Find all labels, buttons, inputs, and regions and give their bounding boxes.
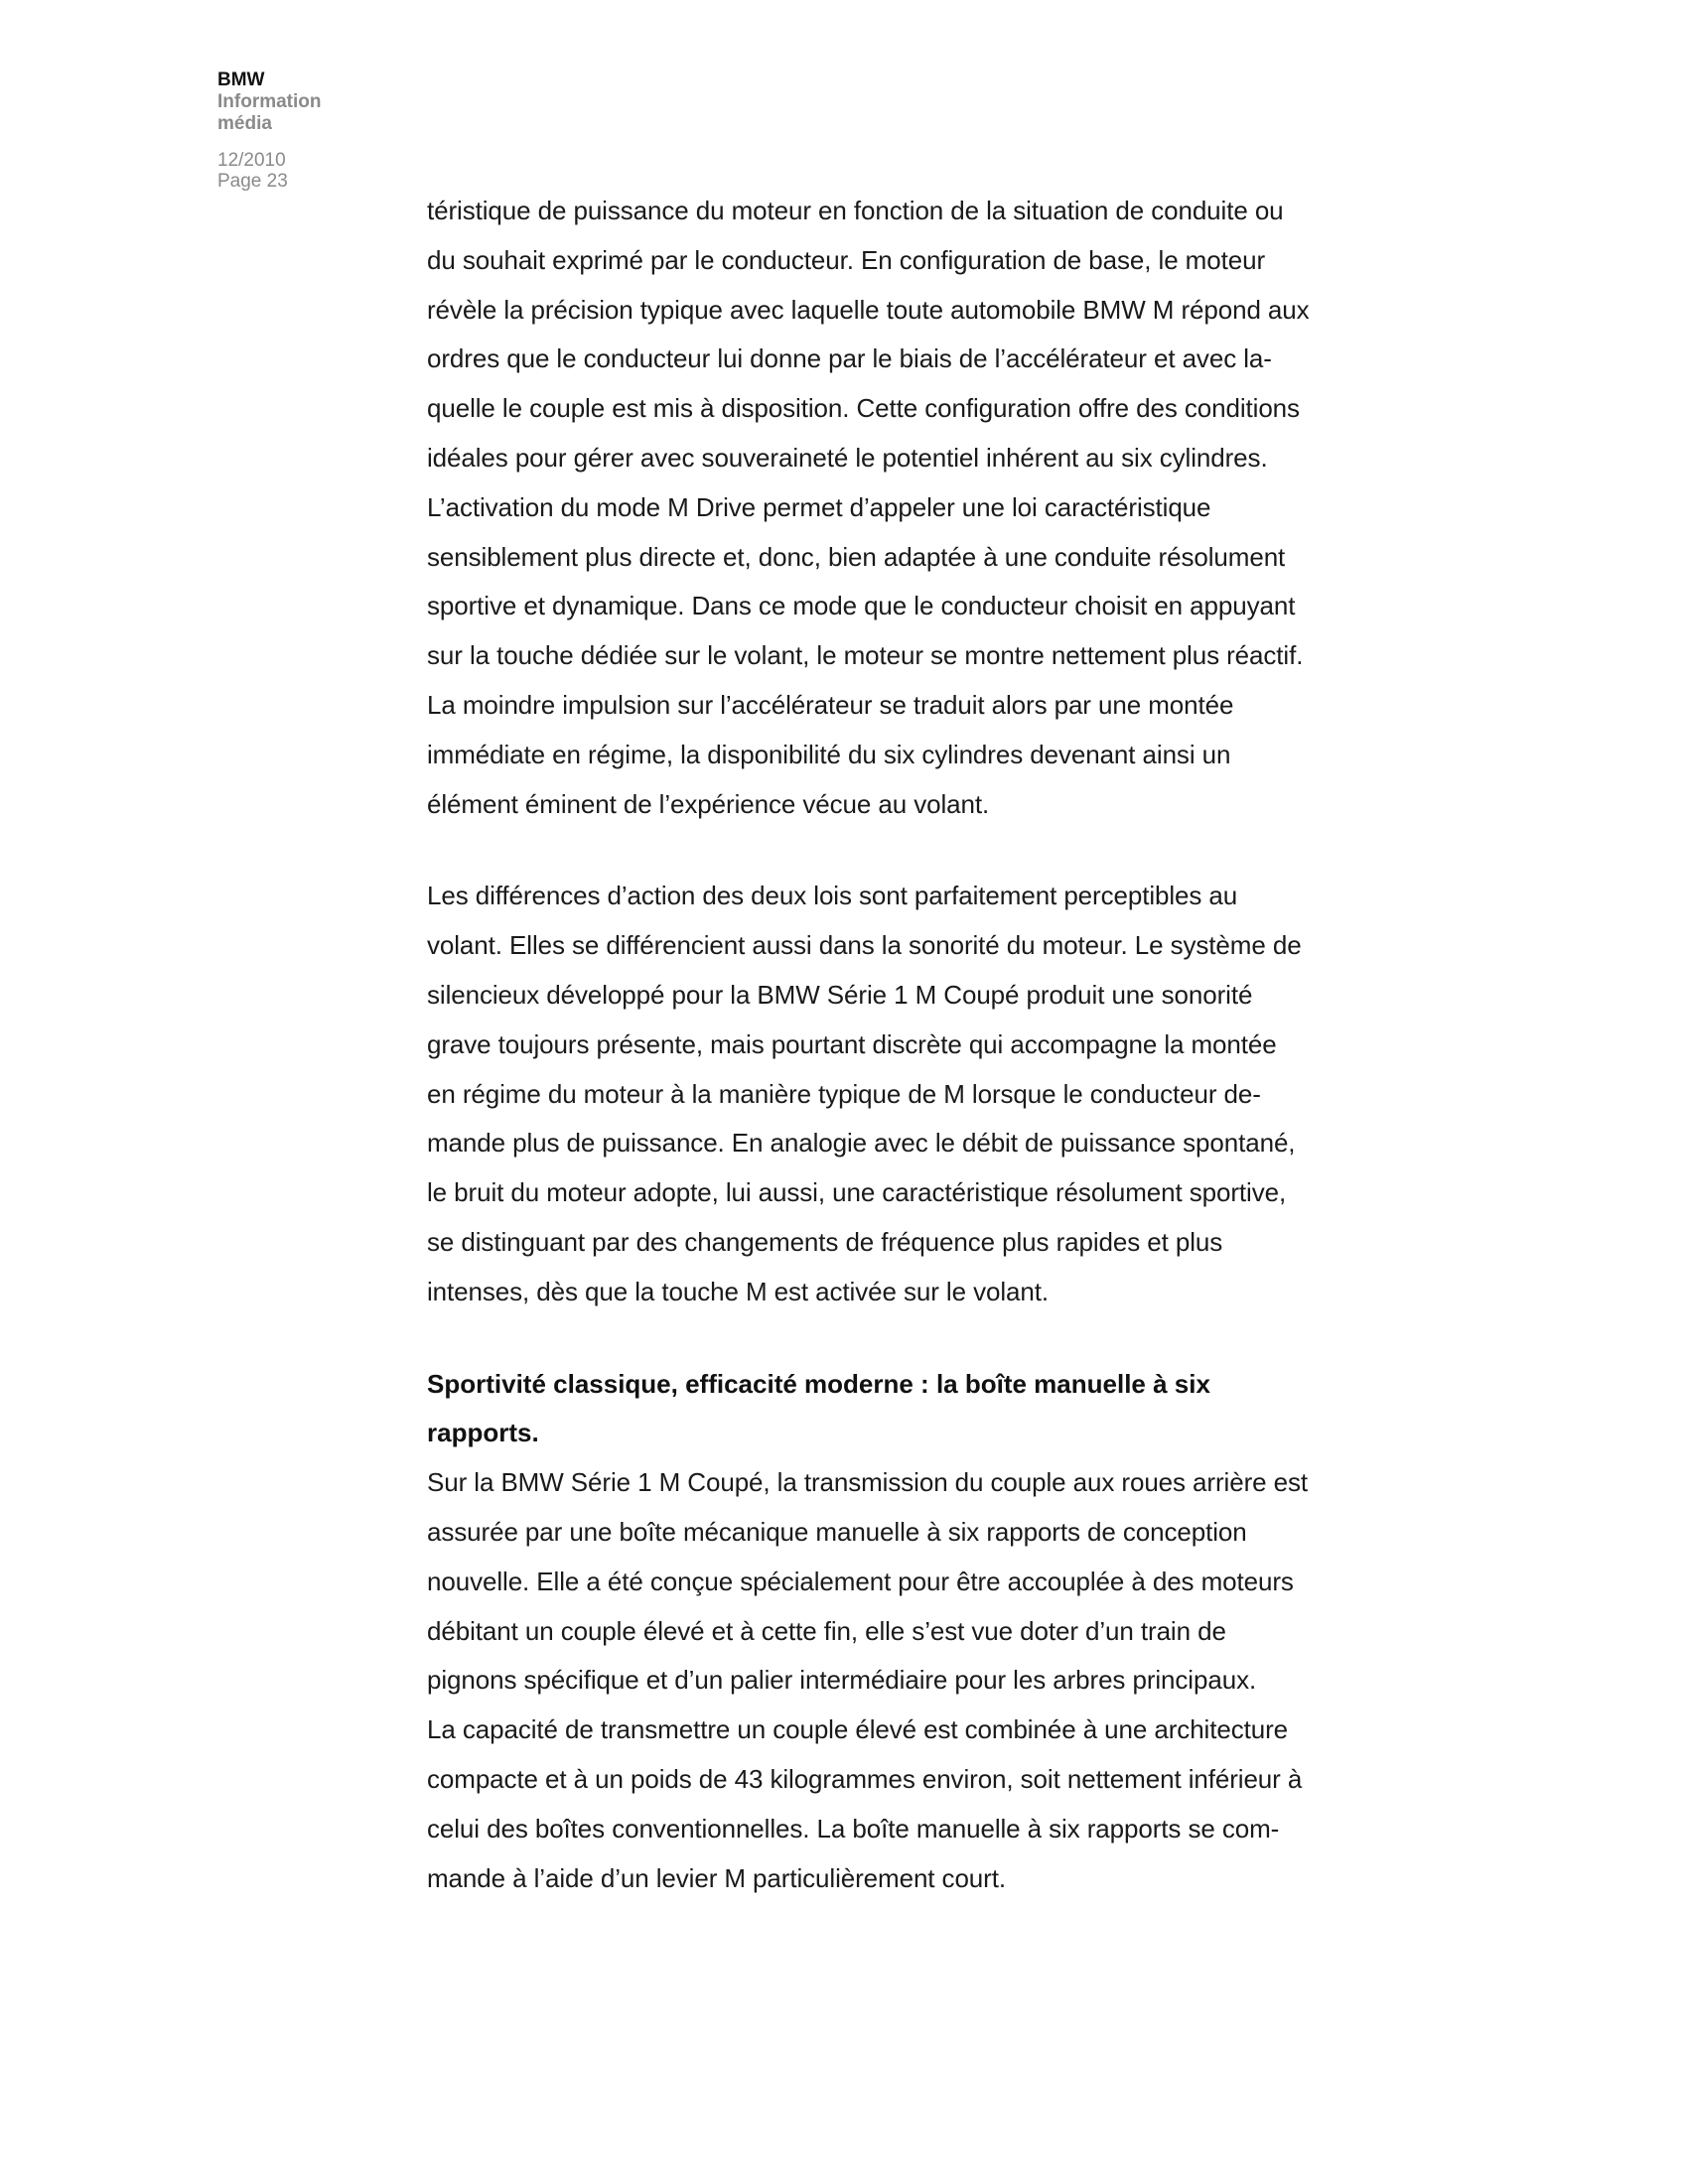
text-line: sportive et dynamique. Dans ce mode que le conducteur choisit en appuyant [427, 591, 1296, 621]
text-line: silencieux développé pour la BMW Série 1 M Coupé produit une sonorité [427, 979, 1253, 1010]
document-meta [217, 150, 416, 192]
text-line: assurée par une boîte mécanique manuelle à six rapports de conception [427, 1516, 1247, 1547]
text-line: celui des boîtes conventionnelles. La boîte manuelle à six rapports se com- [427, 1813, 1280, 1843]
text-line: élément éminent de l’expérience vécue au volant. [427, 788, 990, 819]
department-line-2: média [217, 113, 272, 134]
text-line: L’activation du mode M Drive permet d’appeler une loi caractéristique [427, 491, 1211, 522]
text-line: sensiblement plus directe et, donc, bien adaptée à une conduite résolument [427, 541, 1286, 572]
text-line: intenses, dès que la touche M est activée sur le volant. [427, 1276, 1049, 1306]
department-line-1: Information [217, 91, 322, 112]
text-line: ordres que le conducteur lui donne par le biais de l’accélérateur et avec la- [427, 343, 1272, 374]
heading-line: Sportivité classique, efficacité moderne : la boîte manuelle à six [427, 1368, 1210, 1399]
masthead [217, 69, 416, 192]
text-line: le bruit du moteur adopte, lui aussi, une caractéristique résolument sportive, [427, 1177, 1287, 1208]
text-line: nouvelle. Elle a été conçue spécialement pour être accouplée à des moteurs [427, 1566, 1294, 1596]
text-line: pignons spécifique et d’un palier intermédiaire pour les arbres principaux. [427, 1665, 1257, 1696]
text-line: idéales pour gérer avec souveraineté le potentiel inhérent au six cylindres. [427, 442, 1268, 473]
paragraph-spacer [427, 1317, 1405, 1360]
text-line: Les différences d’action des deux lois sont parfaitement perceptibles au [427, 881, 1238, 911]
document-date: 12/2010 [217, 150, 286, 171]
text-line: révèle la précision typique avec laquelle toute automobile BMW M répond aux [427, 294, 1310, 325]
text-line: grave toujours présente, mais pourtant discrète qui accompagne la montée [427, 1028, 1277, 1059]
page-number: Page 23 [217, 171, 288, 192]
brand-name: BMW [217, 69, 265, 90]
text-line: La capacité de transmettre un couple élevé est combinée à une architecture [427, 1714, 1289, 1745]
paragraph-spacer [427, 829, 1405, 872]
text-line: débitant un couple élevé et à cette fin, elle s’est vue doter d’un train de [427, 1615, 1226, 1646]
text-line: en régime du moteur à la manière typique de M lorsque le conducteur de- [427, 1078, 1261, 1109]
text-line: compacte et à un poids de 43 kilogrammes environ, soit nettement inférieur à [427, 1763, 1303, 1794]
text-line: du souhait exprimé par le conducteur. En configuration de base, le moteur [427, 244, 1265, 275]
text-line: téristique de puissance du moteur en fonction de la situation de conduite ou [427, 196, 1284, 225]
text-line: se distinguant par des changements de fréquence plus rapides et plus [427, 1226, 1223, 1257]
text-line: immédiate en régime, la disponibilité du six cylindres devenant ainsi un [427, 739, 1231, 769]
text-line: mande à l’aide d’un levier M particulièrement court. [427, 1862, 1006, 1893]
text-line: Sur la BMW Série 1 M Coupé, la transmission du couple aux roues arrière est [427, 1467, 1308, 1498]
text-line: La moindre impulsion sur l’accélérateur se traduit alors par une montée [427, 689, 1234, 720]
text-line: quelle le couple est mis à disposition. Cette configuration offre des conditions [427, 393, 1300, 424]
paragraph-engine-sound [427, 872, 1405, 1316]
text-line: mande plus de puissance. En analogie avec le débit de puissance spontané, [427, 1128, 1296, 1159]
heading-line: rapports. [427, 1418, 539, 1448]
text-line: volant. Elles se différencient aussi dans la sonorité du moteur. Le système de [427, 930, 1302, 961]
paragraph-gearbox [427, 1458, 1405, 1903]
body-text [427, 187, 1405, 1903]
section-heading [427, 1360, 1405, 1459]
paragraph-engine-modes [427, 187, 1405, 829]
text-line: sur la touche dédiée sur le volant, le moteur se montre nettement plus réactif. [427, 640, 1304, 671]
